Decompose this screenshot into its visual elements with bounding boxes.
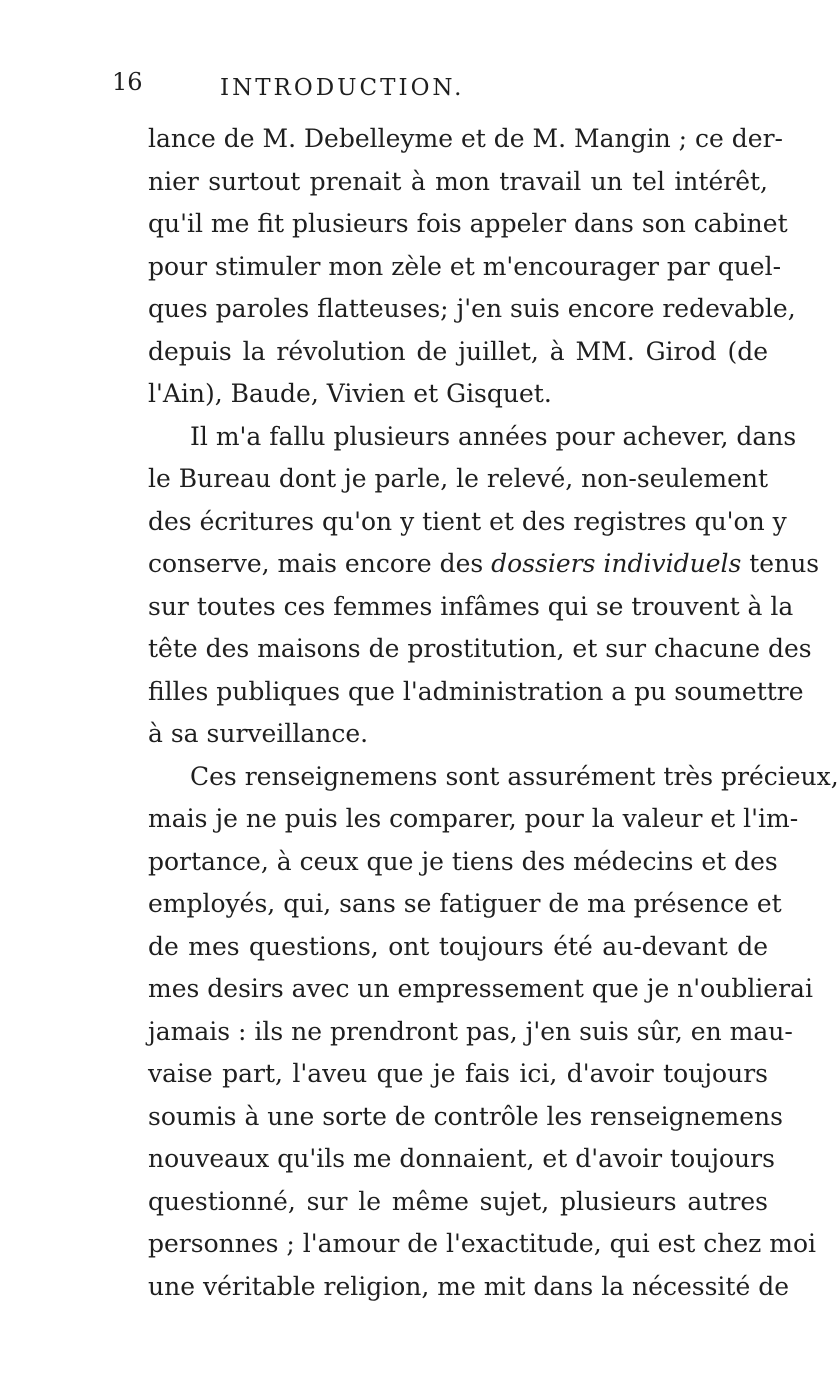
text-line: sur toutes ces femmes infâmes qui se trouvent à la	[148, 591, 794, 621]
text-line: le Bureau dont je parle, le relevé, non-seulement	[148, 464, 769, 493]
text-line: tête des maisons de prostitution, et sur chacune des	[148, 634, 812, 663]
text-line: employés, qui, sans se fatiguer de ma présence et	[148, 889, 782, 918]
paragraph-end-line: à sa surveillance.	[148, 719, 369, 748]
text-line: ques paroles flatteuses; j'en suis encore redevable,	[148, 294, 796, 323]
italic-phrase: dossiers individuels	[491, 549, 742, 578]
text-line: mais je ne puis les comparer, pour la valeur et l'im-	[148, 804, 799, 833]
text-line: questionné, sur le même sujet, plusieurs autres	[148, 1186, 768, 1216]
text-line: mes desirs avec un empressement que je n'oublierai	[148, 974, 813, 1003]
running-head: INTRODUCTION.	[220, 75, 465, 101]
text-line: qu'il me fit plusieurs fois appeler dans son cabinet	[148, 209, 788, 238]
page-number: 16	[112, 68, 143, 96]
text-line: depuis la révolution de juillet, à MM. Girod (de	[148, 336, 768, 366]
text-line: de mes questions, ont toujours été au-devant de	[148, 931, 768, 961]
text-line: lance de M. Debelleyme et de M. Mangin ; ce der-	[148, 124, 783, 153]
text-line: jamais : ils ne prendront pas, j'en suis sûr, en mau-	[148, 1016, 793, 1046]
paragraph-start-line: Il m'a fallu plusieurs années pour achever, dans	[190, 421, 797, 451]
text-line: nier surtout prenait à mon travail un tel intérêt,	[148, 166, 768, 196]
text-line: nouveaux qu'ils me donnaient, et d'avoir toujours	[148, 1144, 775, 1173]
text-line: portance, à ceux que je tiens des médecins et des	[148, 846, 778, 876]
body-text	[148, 118, 839, 1308]
text-line: soumis à une sorte de contrôle les renseignemens	[148, 1101, 783, 1131]
line-segment: conserve, mais encore des	[148, 549, 492, 578]
text-line: vaise part, l'aveu que je fais ici, d'avoir toujours	[148, 1059, 768, 1088]
paragraph-start-line: Ces renseignemens sont assurément très précieux,	[190, 761, 839, 791]
text-line-with-italic	[148, 543, 820, 586]
text-line: une véritable religion, me mit dans la nécessité de	[148, 1271, 789, 1301]
text-line: filles publiques que l'administration a pu soumettre	[148, 676, 804, 706]
text-line: personnes ; l'amour de l'exactitude, qui est chez moi	[148, 1229, 817, 1258]
paragraph-end-line: l'Ain), Baude, Vivien et Gisquet.	[148, 379, 552, 408]
text-line: pour stimuler mon zèle et m'encourager par quel-	[148, 251, 782, 281]
line-segment: tenus	[741, 549, 820, 578]
text-line: des écritures qu'on y tient et des registres qu'on y	[148, 506, 787, 536]
